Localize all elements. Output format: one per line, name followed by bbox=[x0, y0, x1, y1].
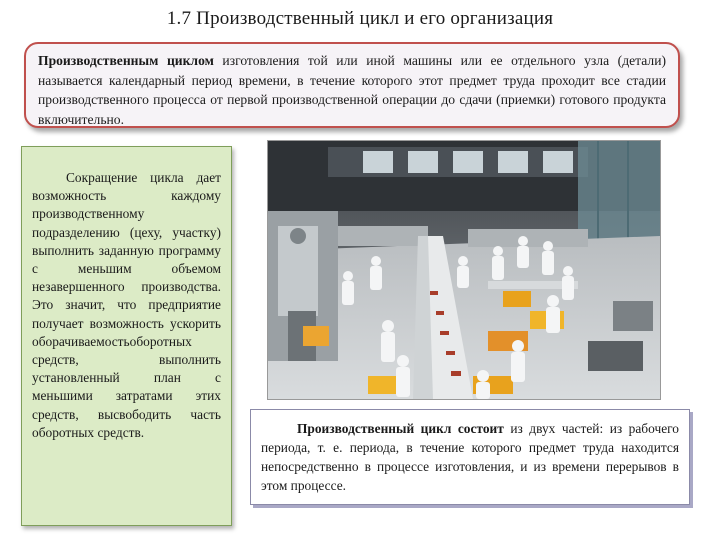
composition-text: из двух частей: из рабочего периода, т. е. периода, в течение которого предмет труда находится непосредственно в процессе изготовления, и из времени перерывов в этом процессе. bbox=[261, 421, 679, 493]
side-note-text: Сокращение цикла дает возможность каждому производственному подразделению (цеху, участку) выполнить заданную программу с меньшим объемом незавершенного производства. Это значит, что предприятие получает возможность ускорить оборачиваемостьоборотных средств, выполнить установленный план с меньшими затратами этих средств, высвободить часть оборотных средств. bbox=[32, 170, 221, 440]
definition-text: изготовления той или иной машины или ее отдельного узла (детали) называется календарный период времени, в течение которого этот предмет труда проходит все стадии производственного процесса от первой производственной операции до сдачи (приемки) готового продукта включительно. bbox=[38, 53, 666, 127]
factory-workshop-icon bbox=[268, 141, 660, 399]
composition-term: Производственный цикл состоит bbox=[297, 421, 504, 436]
slide-title: 1.7 Производственный цикл и его организация bbox=[166, 8, 554, 29]
definition-box bbox=[24, 42, 680, 128]
side-note-box bbox=[21, 146, 232, 526]
definition-term: Производственным циклом bbox=[38, 53, 214, 68]
composition-box bbox=[250, 409, 690, 505]
factory-photo bbox=[267, 140, 661, 400]
